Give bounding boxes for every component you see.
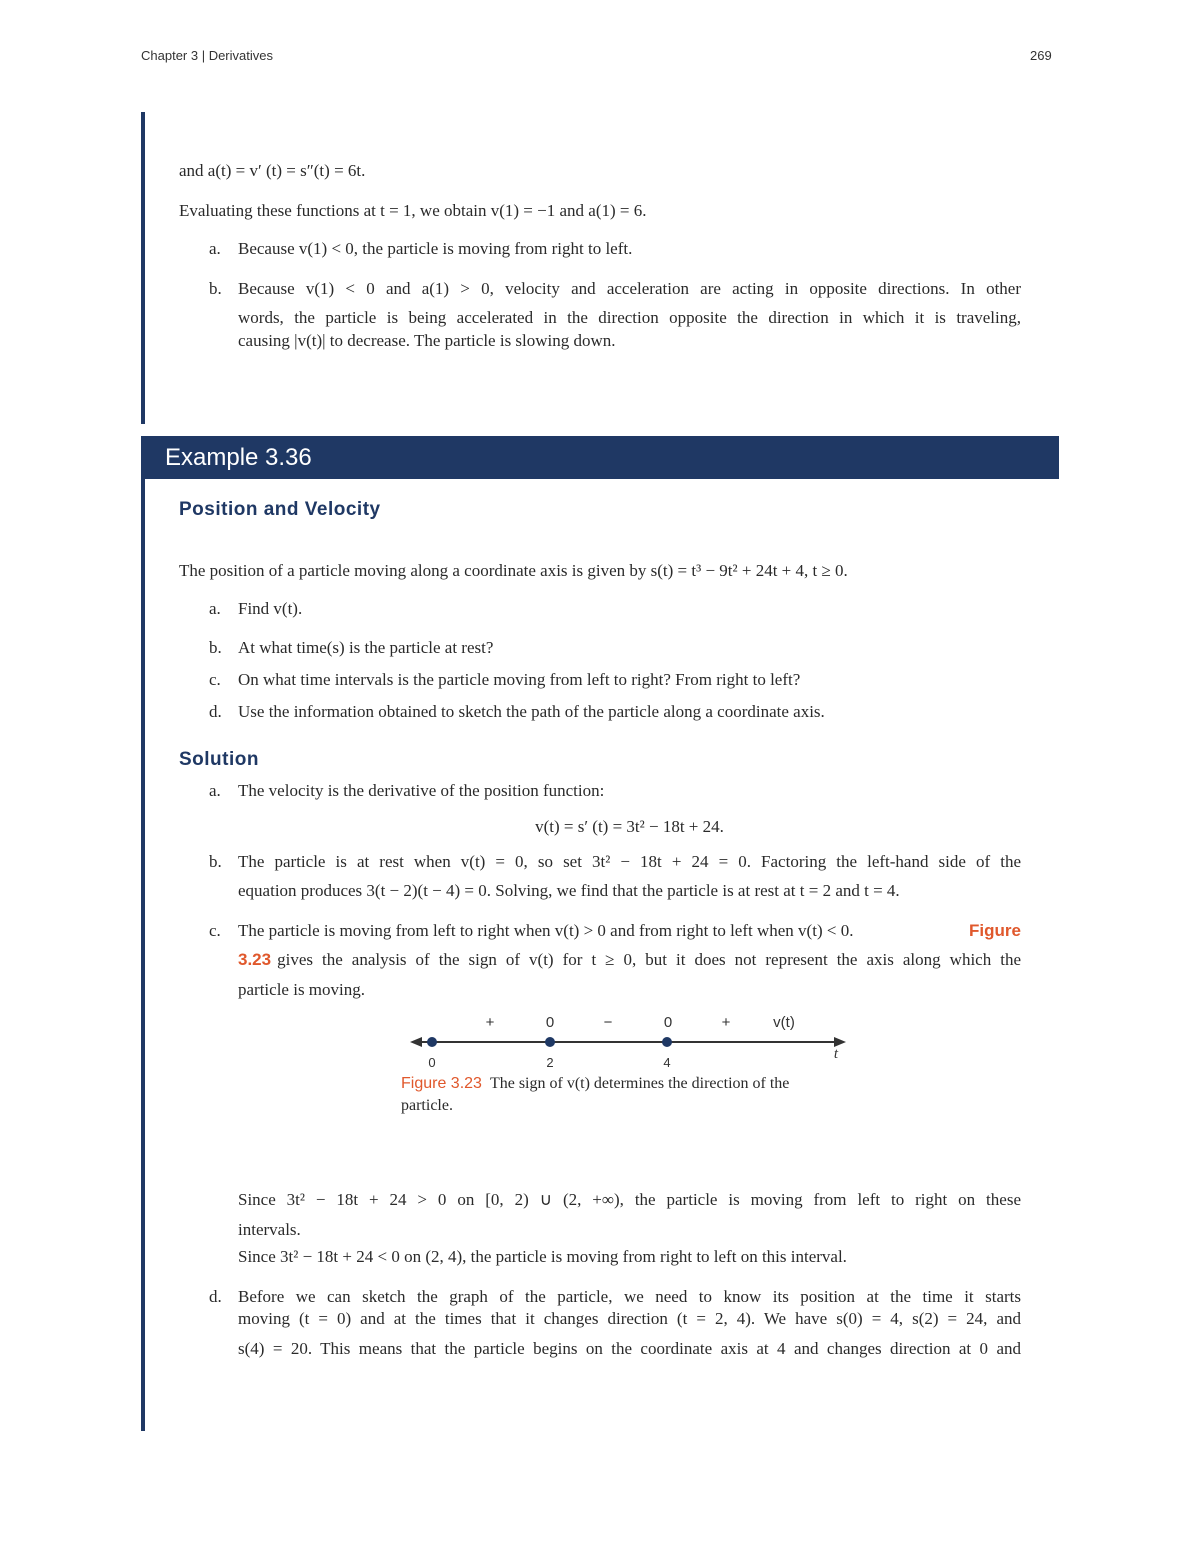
- axis-variable: t: [833, 1046, 839, 1062]
- figure-link-number[interactable]: 3.23: [238, 950, 272, 969]
- page-number: 269: [1030, 48, 1052, 63]
- solution-a-text: The velocity is the derivative of the position function:: [238, 781, 605, 800]
- sign-chart-figure: [400, 1008, 860, 1072]
- solution-c-line1: [238, 921, 1021, 941]
- function-label: v(t): [773, 1014, 795, 1031]
- velocity-equation: v(t) = s′ (t) = 3t² − 18t + 24.: [535, 817, 724, 836]
- question-text: Use the information obtained to sketch the path of the particle along a coordinate axis.: [238, 702, 825, 721]
- figure-caption-text: particle.: [401, 1096, 453, 1114]
- interval-text: intervals.: [238, 1220, 301, 1239]
- point-0: [427, 1037, 437, 1047]
- interval-text: Since 3t² − 18t + 24 > 0 on [0, 2) ∪ (2, +∞), the particle is moving from left to right on these: [238, 1190, 1021, 1209]
- question-label: d.: [209, 702, 222, 721]
- figure-caption: [401, 1073, 851, 1116]
- point-2: [545, 1037, 555, 1047]
- interval-text: Since 3t² − 18t + 24 < 0 on (2, 4), the particle is moving from right to left on this interval.: [238, 1247, 847, 1266]
- solution-d-line: s(4) = 20. This means that the particle begins on the coordinate axis at 4 and changes direction at 0 and: [238, 1339, 1021, 1358]
- item-b-line: Because v(1) < 0 and a(1) > 0, velocity and acceleration are acting in opposite directions. In other: [238, 279, 1021, 298]
- solution-c-text: gives the analysis of the sign of v(t) for t ≥ 0, but it does not represent the axis along which the: [277, 950, 1021, 969]
- sign-minus: −: [603, 1014, 613, 1031]
- solution-b-line: equation produces 3(t − 2)(t − 4) = 0. Solving, we find that the particle is at rest at t = 2 and t = 4.: [238, 881, 900, 900]
- question-text: Find v(t).: [238, 599, 303, 618]
- example-number: Example 3.36: [165, 444, 312, 471]
- solution-d-line: Before we can sketch the graph of the particle, we need to know its position at the time it starts: [238, 1287, 1021, 1306]
- solution-c-text: particle is moving.: [238, 980, 366, 999]
- sign-zero-2: 0: [663, 1014, 673, 1031]
- sign-plus-2: +: [721, 1014, 731, 1031]
- question-text: On what time intervals is the particle moving from left to right? From right to left?: [238, 670, 801, 689]
- sign-zero-1: 0: [545, 1014, 555, 1031]
- item-label: a.: [209, 239, 221, 258]
- example-side-rule-top: [141, 112, 145, 424]
- solution-label: c.: [209, 921, 221, 940]
- question-label: c.: [209, 670, 221, 689]
- item-b-line: words, the particle is being accelerated in the direction opposite the direction in which it is traveling,: [238, 308, 1021, 327]
- tick-label-4: 4: [663, 1055, 671, 1070]
- item-a-text: Because v(1) < 0, the particle is moving from right to left.: [238, 239, 633, 258]
- solution-label: a.: [209, 781, 221, 800]
- question-text: At what time(s) is the particle at rest?: [238, 638, 494, 657]
- sign-plus-1: +: [485, 1014, 495, 1031]
- solution-b-line: The particle is at rest when v(t) = 0, so set 3t² − 18t + 24 = 0. Factoring the left-hand side of the: [238, 852, 1021, 871]
- question-label: a.: [209, 599, 221, 618]
- item-label: b.: [209, 279, 222, 298]
- running-header: Chapter 3 | Derivatives: [141, 48, 273, 63]
- figure-link[interactable]: Figure: [969, 921, 1021, 940]
- example-banner: [141, 436, 1059, 479]
- tick-label-2: 2: [546, 1055, 554, 1070]
- solution-heading: Solution: [179, 749, 259, 770]
- solution-c-line2: [238, 950, 1021, 970]
- evaluate-line: Evaluating these functions at t = 1, we obtain v(1) = −1 and a(1) = 6.: [179, 201, 647, 220]
- left-arrow-icon: [410, 1037, 422, 1047]
- solution-label: d.: [209, 1287, 222, 1306]
- accel-line: and a(t) = v′ (t) = s″(t) = 6t.: [179, 161, 366, 180]
- solution-d-line: moving (t = 0) and at the times that it changes direction (t = 2, 4). We have s(0) = 4, s(2) = 24, and: [238, 1309, 1021, 1328]
- example-intro: The position of a particle moving along a coordinate axis is given by s(t) = t³ − 9t² + 24t + 4, t ≥ 0.: [179, 561, 848, 580]
- figure-caption-label: Figure 3.23: [401, 1075, 482, 1092]
- example-side-rule: [141, 479, 145, 1431]
- question-label: b.: [209, 638, 222, 657]
- point-4: [662, 1037, 672, 1047]
- solution-label: b.: [209, 852, 222, 871]
- item-b-line: causing |v(t)| to decrease. The particle is slowing down.: [238, 331, 616, 350]
- tick-label-0: 0: [428, 1055, 436, 1070]
- solution-c-text: The particle is moving from left to right when v(t) > 0 and from right to left when v(t) < 0.: [238, 921, 854, 940]
- example-title: Position and Velocity: [179, 499, 381, 520]
- figure-caption-text: The sign of v(t) determines the direction of the: [489, 1075, 790, 1092]
